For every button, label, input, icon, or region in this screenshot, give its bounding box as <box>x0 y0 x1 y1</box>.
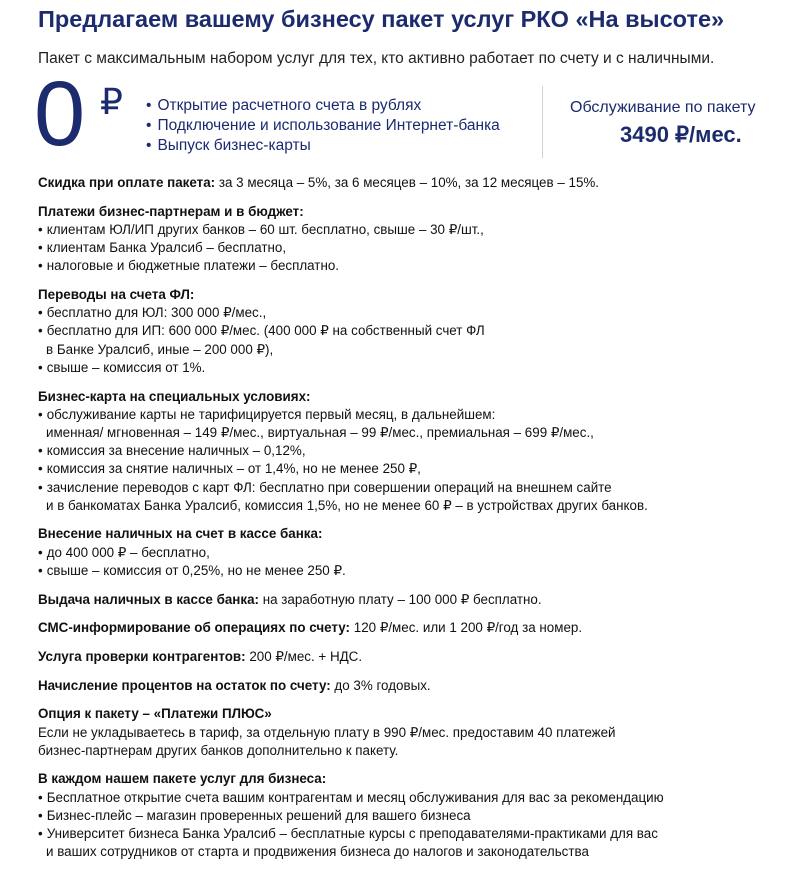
section-text: на заработную плату – 100 000 ₽ бесплатно. <box>258 591 542 607</box>
promo-zero-price: 0 <box>34 63 86 165</box>
price-value: 3490 ₽/мес. <box>620 122 742 147</box>
section-heading: Бизнес-карта на специальных условиях: <box>38 388 311 404</box>
list-item: • клиентам ЮЛ/ИП других банков – 60 шт. бесплатно, свыше – 30 ₽/шт., <box>38 221 778 239</box>
list-item-continuation: именная/ мгновенная – 149 ₽/мес., виртуальная – 99 ₽/мес., премиальная – 699 ₽/мес., <box>46 424 594 440</box>
list-item: • свыше – комиссия от 0,25%, но не менее 250 ₽. <box>38 562 778 580</box>
transfers-section <box>38 286 778 377</box>
promo-block <box>34 63 764 170</box>
section-heading: Опция к пакету – «Платежи ПЛЮС» <box>38 706 272 722</box>
interest-section <box>38 677 778 695</box>
payments-section <box>38 203 778 276</box>
list-item-continuation: в Банке Уралсиб, иные – 200 000 ₽), <box>46 341 274 357</box>
cash-out-section <box>38 591 778 609</box>
feature-item: • Выпуск бизнес-карты <box>146 136 500 156</box>
list-item: • Бизнес-плейс – магазин проверенных решений для вашего бизнеса <box>38 807 778 825</box>
sms-section <box>38 619 778 637</box>
list-item: • зачисление переводов с карт ФЛ: бесплатно при совершении операций на внешнем сайте <box>38 479 778 497</box>
list-item: • до 400 000 ₽ – бесплатно, <box>38 544 778 562</box>
list-item: • обслуживание карты не тарифицируется первый месяц, в дальнейшем: <box>38 406 778 424</box>
section-heading: Переводы на счета ФЛ: <box>38 287 195 303</box>
page-title: Предлагаем вашему бизнесу пакет услуг РКО «На высоте» <box>38 6 725 32</box>
option-section <box>38 705 778 760</box>
section-text: за 3 месяца – 5%, за 6 месяцев – 10%, за 12 месяцев – 15%. <box>215 175 600 190</box>
section-heading: Услуга проверки контрагентов: <box>38 648 246 664</box>
ruble-sign: ₽ <box>100 81 123 122</box>
discount-section <box>38 174 778 192</box>
section-heading: Скидка при оплате пакета: <box>38 175 216 190</box>
section-heading: СМС-информирование об операциях по счету: <box>38 620 351 636</box>
feature-item: • Подключение и использование Интернет-банка <box>146 116 500 136</box>
card-section <box>38 388 778 515</box>
price-label: Обслуживание по пакету <box>570 99 756 116</box>
section-heading: Начисление процентов на остаток по счету: <box>38 677 331 693</box>
list-item: • комиссия за снятие наличных – от 1,4%, но не менее 250 ₽, <box>38 460 778 478</box>
promo-features <box>146 96 500 156</box>
section-heading: Платежи бизнес-партнерам и в бюджет: <box>38 203 304 219</box>
promo-divider <box>542 86 543 158</box>
list-item: • налоговые и бюджетные платежи – бесплатно. <box>38 257 778 275</box>
section-heading: Выдача наличных в кассе банка: <box>38 591 259 607</box>
section-text: Если не укладываетесь в тариф, за отдельную плату в 990 ₽/мес. предоставим 40 платежей <box>38 724 616 740</box>
section-text: 120 ₽/мес. или 1 200 ₽/год за номер. <box>350 620 583 636</box>
feature-item: • Открытие расчетного счета в рублях <box>146 96 500 116</box>
tariff-details <box>38 174 778 872</box>
section-heading: В каждом нашем пакете услуг для бизнеса: <box>38 771 327 787</box>
list-item: • свыше – комиссия от 1%. <box>38 359 778 377</box>
list-item-continuation: и в банкоматах Банка Уралсиб, комиссия 1,5%, но не менее 60 ₽ – в устройствах других банков. <box>46 497 648 513</box>
check-section <box>38 648 778 666</box>
list-item: • комиссия за внесение наличных – 0,12%, <box>38 442 778 460</box>
page-subtitle: Пакет с максимальным набором услуг для тех, кто активно работает по счету и с наличными. <box>38 50 715 67</box>
list-item: • бесплатно для ИП: 600 000 ₽/мес. (400 000 ₽ на собственный счет ФЛ <box>38 322 778 340</box>
section-text: до 3% годовых. <box>330 677 431 693</box>
list-item: • Университет бизнеса Банка Уралсиб – бесплатные курсы с преподавателями-практиками для вас <box>38 825 778 843</box>
list-item: • Бесплатное открытие счета вашим контрагентам и месяц обслуживания для вас за рекомендацию <box>38 789 778 807</box>
list-item-continuation: и ваших сотрудников от старта и продвижения бизнеса до налогов и законодательства <box>46 844 589 860</box>
cash-in-section <box>38 525 778 580</box>
list-item: • клиентам Банка Уралсиб – бесплатно, <box>38 239 778 257</box>
section-heading: Внесение наличных на счет в кассе банка: <box>38 526 323 542</box>
every-package-section <box>38 770 778 861</box>
section-text: 200 ₽/мес. + НДС. <box>245 648 363 664</box>
list-item: • бесплатно для ЮЛ: 300 000 ₽/мес., <box>38 304 778 322</box>
section-text: бизнес-партнерам других банков дополнительно к пакету. <box>38 742 399 758</box>
